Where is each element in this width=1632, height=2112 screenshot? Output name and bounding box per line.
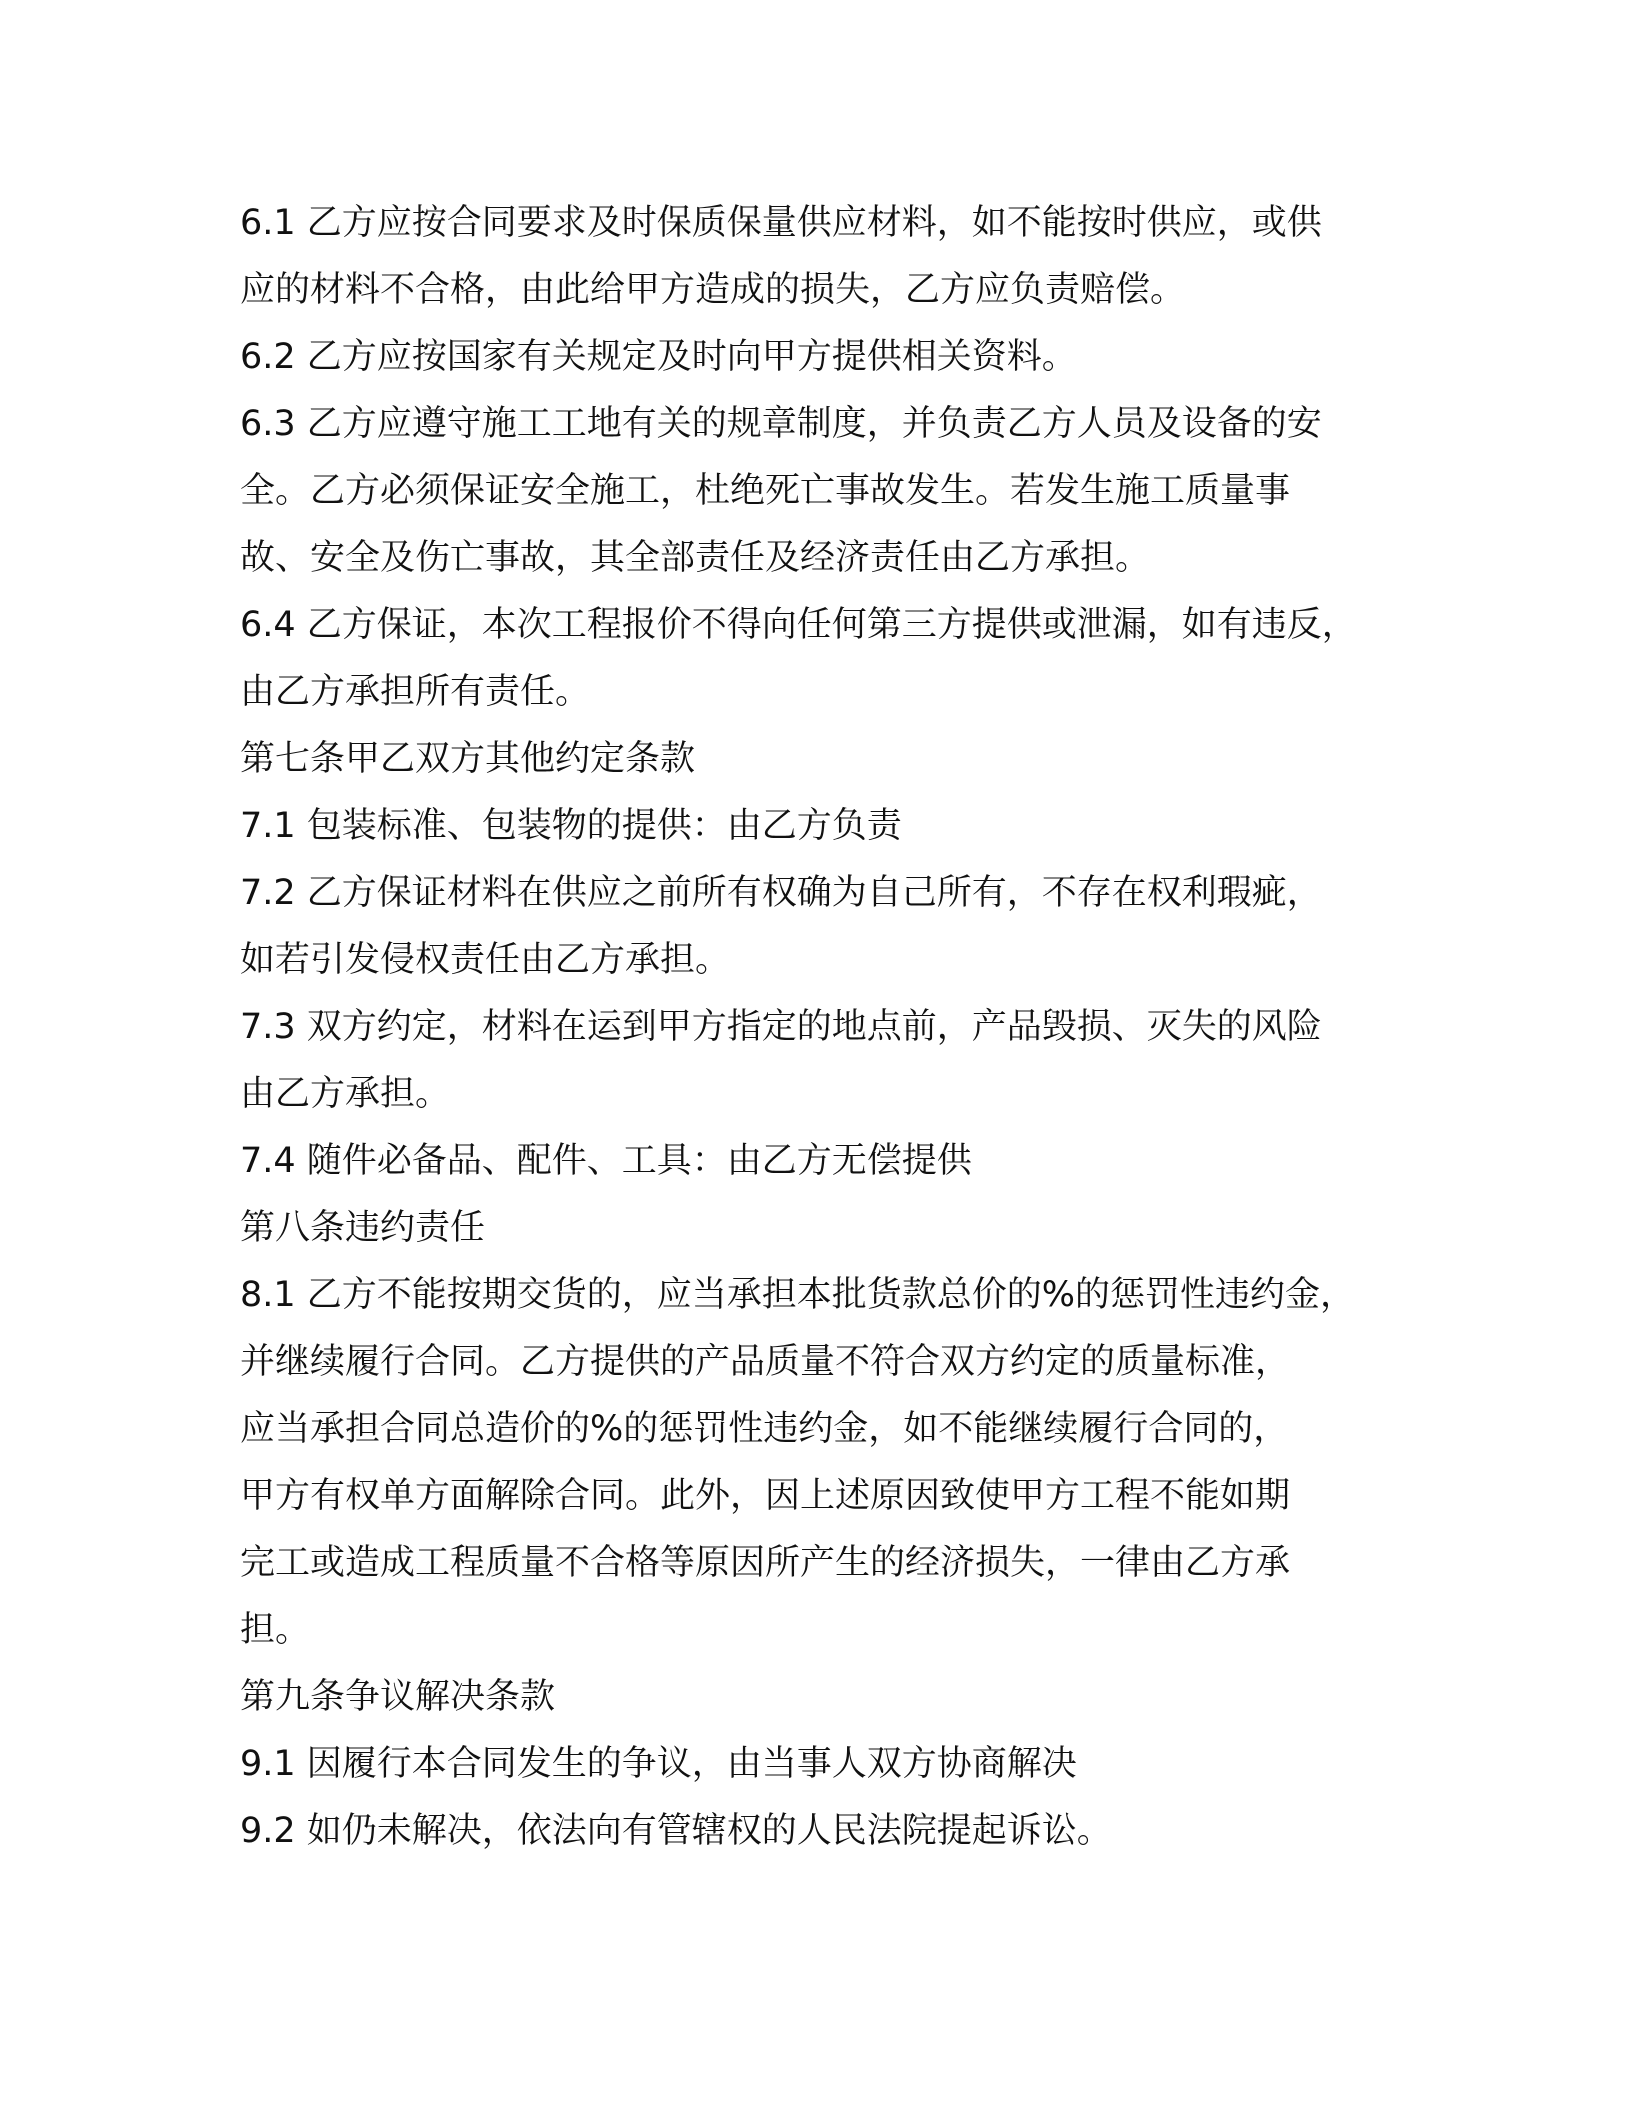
text-line: 完工或造成工程质量不合格等原因所产生的经济损失，一律由乙方承 <box>240 1543 1291 1583</box>
text-line: 9.2 如仍未解决，依法向有管辖权的人民法院提起诉讼。 <box>240 1811 1112 1851</box>
section-heading: 第七条甲乙双方其他约定条款 <box>240 739 696 779</box>
text-line: 6.1 乙方应按合同要求及时保质保量供应材料，如不能按时供应，或供 <box>240 203 1322 243</box>
text-line: 7.2 乙方保证材料在供应之前所有权确为自己所有，不存在权利瑕疵， <box>240 873 1322 913</box>
text-line: 故、安全及伤亡事故，其全部责任及经济责任由乙方承担。 <box>240 538 1151 578</box>
text-line: 9.1 因履行本合同发生的争议，由当事人双方协商解决 <box>240 1744 1077 1784</box>
text-line: 全。乙方必须保证安全施工，杜绝死亡事故发生。若发生施工质量事 <box>240 471 1291 511</box>
text-line: 担。 <box>240 1610 311 1650</box>
text-line: 7.1 包装标准、包装物的提供：由乙方负责 <box>240 806 902 846</box>
text-line: 如若引发侵权责任由乙方承担。 <box>240 940 731 980</box>
text-line: 甲方有权单方面解除合同。此外，因上述原因致使甲方工程不能如期 <box>240 1476 1291 1516</box>
text-line: 6.4 乙方保证，本次工程报价不得向任何第三方提供或泄漏，如有违反， <box>240 605 1357 645</box>
section-heading: 第九条争议解决条款 <box>240 1677 556 1717</box>
text-line: 由乙方承担。 <box>240 1074 451 1114</box>
text-line: 7.3 双方约定，材料在运到甲方指定的地点前，产品毁损、灭失的风险 <box>240 1007 1322 1047</box>
text-line: 由乙方承担所有责任。 <box>240 672 591 712</box>
text-line: 8.1 乙方不能按期交货的，应当承担本批货款总价的%的惩罚性违约金， <box>240 1275 1356 1315</box>
text-line: 6.2 乙方应按国家有关规定及时向甲方提供相关资料。 <box>240 337 1077 377</box>
contract-text <box>240 190 1420 1865</box>
text-line: 应的材料不合格，由此给甲方造成的损失，乙方应负责赔偿。 <box>240 270 1186 310</box>
text-line: 应当承担合同总造价的%的惩罚性违约金，如不能继续履行合同的， <box>240 1409 1289 1449</box>
section-heading: 第八条违约责任 <box>240 1208 486 1248</box>
text-line: 7.4 随件必备品、配件、工具：由乙方无偿提供 <box>240 1141 972 1181</box>
text-line: 6.3 乙方应遵守施工工地有关的规章制度，并负责乙方人员及设备的安 <box>240 404 1322 444</box>
text-line: 并继续履行合同。乙方提供的产品质量不符合双方约定的质量标准， <box>240 1342 1291 1382</box>
